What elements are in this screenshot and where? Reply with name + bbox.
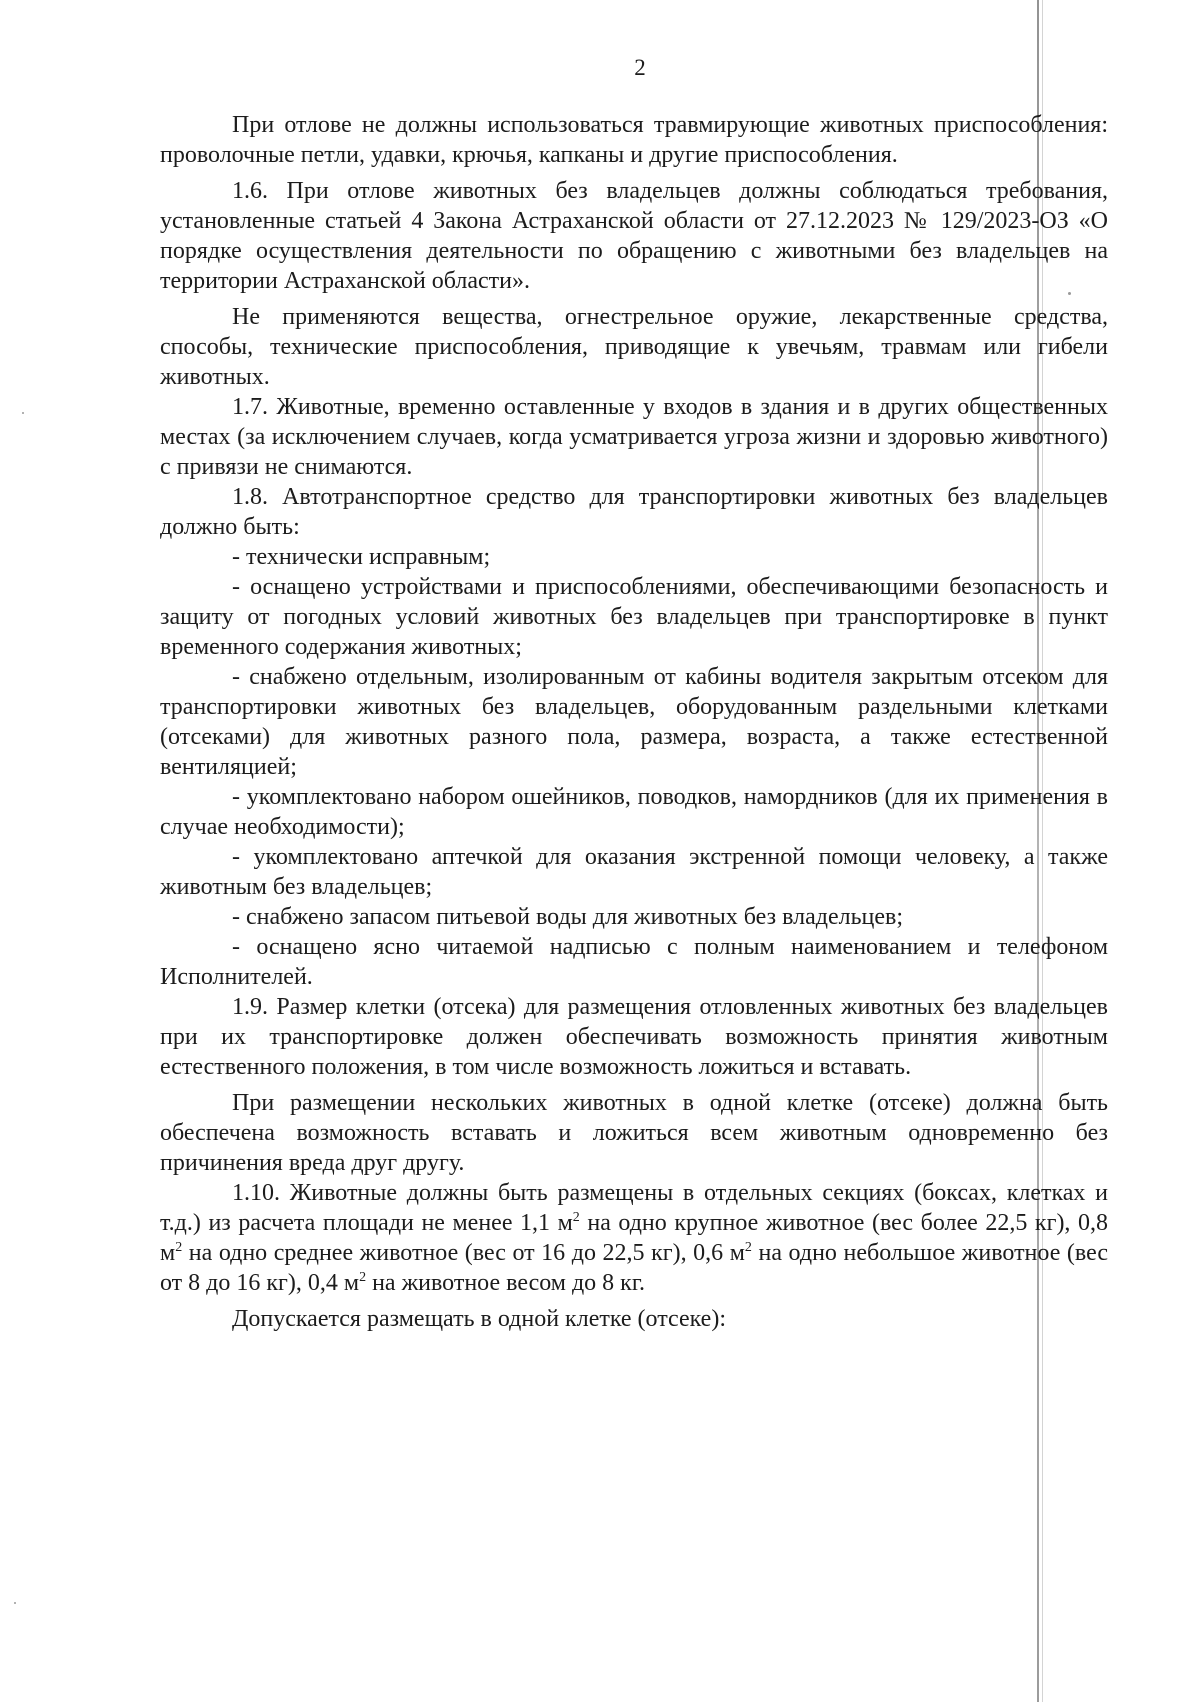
list-item: - оснащено устройствами и приспособлениями, обеспечивающими безопасность и защиту от погодных условий животных без владельцев при транспортировке в пункт временного содержания животных; <box>160 574 1108 660</box>
paragraph: 1.9. Размер клетки (отсека) для размещения отловленных животных без владельцев при их транспортировке должен обеспечивать возможность принятия животным естественного положения, в том числе возможность ложиться и вставать. <box>160 994 1108 1080</box>
list-item: - снабжено отдельным, изолированным от кабины водителя закрытым отсеком для транспортировки животных без владельцев, оборудованным раздельными клетками (отсеками) для животных разного пола, размера, возраста, а также естественной вентиляцией; <box>160 664 1108 780</box>
text-segment: на одно небольшое животное (вес от 8 до 16 кг), 0,4 м <box>160 1240 1108 1296</box>
scan-speck <box>14 1602 16 1604</box>
superscript: 2 <box>359 1270 367 1285</box>
paragraph: Не применяются вещества, огнестрельное оружие, лекарственные средства, способы, технические приспособления, приводящие к увечьям, травмам или гибели животных. <box>160 304 1108 390</box>
superscript: 2 <box>175 1240 183 1255</box>
list-item: - укомплектовано набором ошейников, поводков, намордников (для их применения в случае необходимости); <box>160 784 1108 840</box>
list-item: - снабжено запасом питьевой воды для животных без владельцев; <box>232 904 904 930</box>
paragraph: При размещении нескольких животных в одной клетке (отсеке) должна быть обеспечена возможность вставать и ложиться всем животным одновременно без причинения вреда друг другу. <box>160 1090 1108 1176</box>
list-item: - технически исправным; <box>232 544 491 570</box>
document-body <box>160 110 1108 1334</box>
paragraph: При отлове не должны использоваться травмирующие животных приспособления: проволочные петли, удавки, крючья, капканы и другие приспособления. <box>160 112 1108 168</box>
list-item: - оснащено ясно читаемой надписью с полным наименованием и телефоном Исполнителей. <box>160 934 1108 990</box>
paragraph: 1.6. При отлове животных без владельцев должны соблюдаться требования, установленные статьей 4 Закона Астраханской области от 27.12.2023 № 129/2023-ОЗ «О порядке осуществления деятельности по обращению с животными без владельцев на территории Астраханской области». <box>160 178 1108 294</box>
paragraph-area-norms <box>160 1178 1108 1298</box>
text-segment: на одно крупное животное (вес более 22,5 кг), 0,8 м <box>160 1210 1108 1266</box>
text-segment: на одно среднее животное (вес от 16 до 22,5 кг), 0,6 м <box>182 1240 745 1266</box>
page-number: 2 <box>634 55 646 80</box>
list-item: - укомплектовано аптечкой для оказания экстренной помощи человеку, а также животным без владельцев; <box>160 844 1108 900</box>
superscript: 2 <box>572 1210 580 1225</box>
text-segment: на животное весом до 8 кг. <box>366 1270 645 1296</box>
scan-speck <box>22 412 24 414</box>
paragraph: Допускается размещать в одной клетке (отсеке): <box>232 1306 726 1332</box>
superscript: 2 <box>744 1240 752 1255</box>
paragraph: 1.7. Животные, временно оставленные у входов в здания и в других общественных местах (за исключением случаев, когда усматривается угроза жизни и здоровью животного) с привязи не снимаются. <box>160 394 1108 480</box>
text-segment: 1.10. Животные должны быть размещены в отдельных секциях (боксах, клетках и т.д.) из расчета площади не менее 1,1 м <box>160 1180 1108 1236</box>
paragraph: 1.8. Автотранспортное средство для транспортировки животных без владельцев должно быть: <box>160 484 1108 540</box>
